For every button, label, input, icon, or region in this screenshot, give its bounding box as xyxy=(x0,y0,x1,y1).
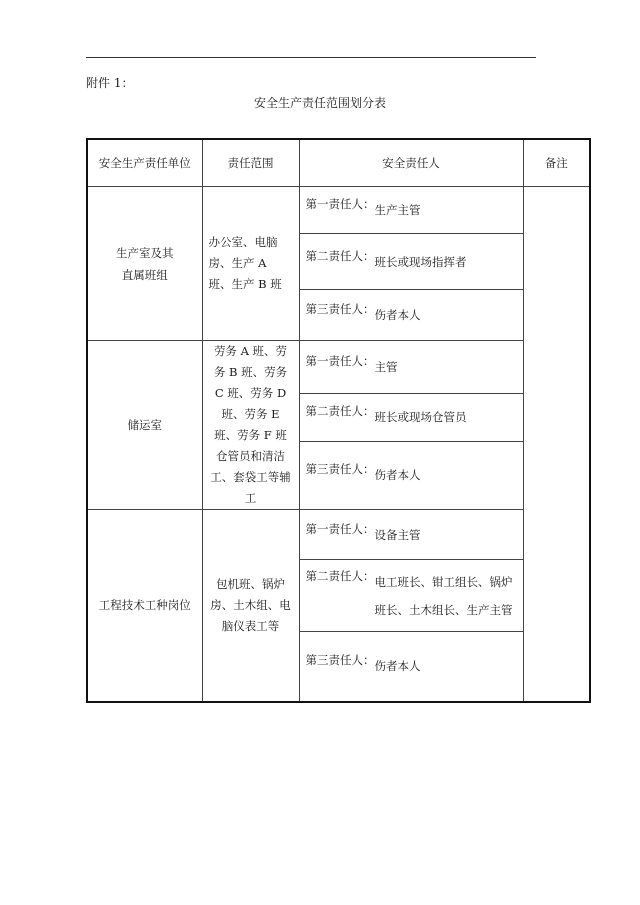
person-text: 生产主管 xyxy=(374,203,421,217)
person-cell xyxy=(299,187,523,234)
person-label: 第一责任人： xyxy=(305,353,375,368)
person-label: 第二责任人： xyxy=(305,568,375,583)
person-label: 第三责任人： xyxy=(305,462,375,477)
note-cell xyxy=(523,187,590,702)
scope-text: 劳务 A 班、劳务 B 班、劳务 C 班、劳务 D 班、劳务 E 班、劳务 F 班仓管员和清洁工、套袋工等辅工 xyxy=(210,344,291,505)
unit-cell xyxy=(87,187,202,341)
unit-cell xyxy=(87,341,202,510)
person-cell xyxy=(299,290,523,341)
person-label: 第一责任人： xyxy=(305,521,375,536)
person-label: 第三责任人： xyxy=(305,302,375,316)
unit-text: 生产室及其直属班组 xyxy=(116,245,174,282)
person-cell xyxy=(299,234,523,290)
person-label: 第二责任人： xyxy=(305,248,375,263)
table-row xyxy=(87,510,590,560)
header-unit: 安全生产责任单位 xyxy=(87,139,202,187)
unit-text: 工程技术工种岗位 xyxy=(98,598,191,613)
person-text: 班长或现场指挥者 xyxy=(374,254,467,269)
scope-text: 办公室、电脑房、生产 A 班、生产 B 班 xyxy=(208,235,282,291)
attachment-label: 附件 1： xyxy=(86,76,134,90)
scope-cell xyxy=(202,187,299,341)
scope-text: 包机班、锅炉房、土木组、电脑仪表工等 xyxy=(210,576,291,633)
person-text: 伤者本人 xyxy=(374,308,421,322)
header-scope: 责任范围 xyxy=(202,139,299,187)
page-title: 安全生产责任范围划分表 xyxy=(253,96,386,110)
person-cell xyxy=(299,341,523,394)
header-rule xyxy=(86,57,536,58)
person-text: 主管 xyxy=(374,359,398,374)
scope-cell xyxy=(202,510,299,702)
table-header-row xyxy=(87,139,590,187)
person-cell xyxy=(299,632,523,702)
person-text: 伤者本人 xyxy=(374,659,421,674)
header-note: 备注 xyxy=(523,139,590,187)
unit-text: 储运室 xyxy=(127,418,162,432)
person-cell xyxy=(299,510,523,560)
person-label: 第二责任人： xyxy=(305,404,375,419)
person-label: 第三责任人： xyxy=(305,653,375,668)
responsibility-table xyxy=(86,138,591,703)
person-text: 电工班长、钳工组长、锅炉班长、土木组长、生产主管 xyxy=(374,574,513,617)
person-cell xyxy=(299,441,523,509)
unit-cell xyxy=(87,510,202,702)
scope-cell xyxy=(202,341,299,510)
person-text: 班长或现场仓管员 xyxy=(374,410,467,425)
person-cell xyxy=(299,560,523,632)
person-cell xyxy=(299,393,523,441)
person-text: 伤者本人 xyxy=(374,468,421,483)
person-text: 设备主管 xyxy=(374,527,421,542)
person-label: 第一责任人： xyxy=(305,197,375,211)
table-row xyxy=(87,341,590,394)
table-row xyxy=(87,187,590,234)
header-person: 安全责任人 xyxy=(299,139,523,187)
